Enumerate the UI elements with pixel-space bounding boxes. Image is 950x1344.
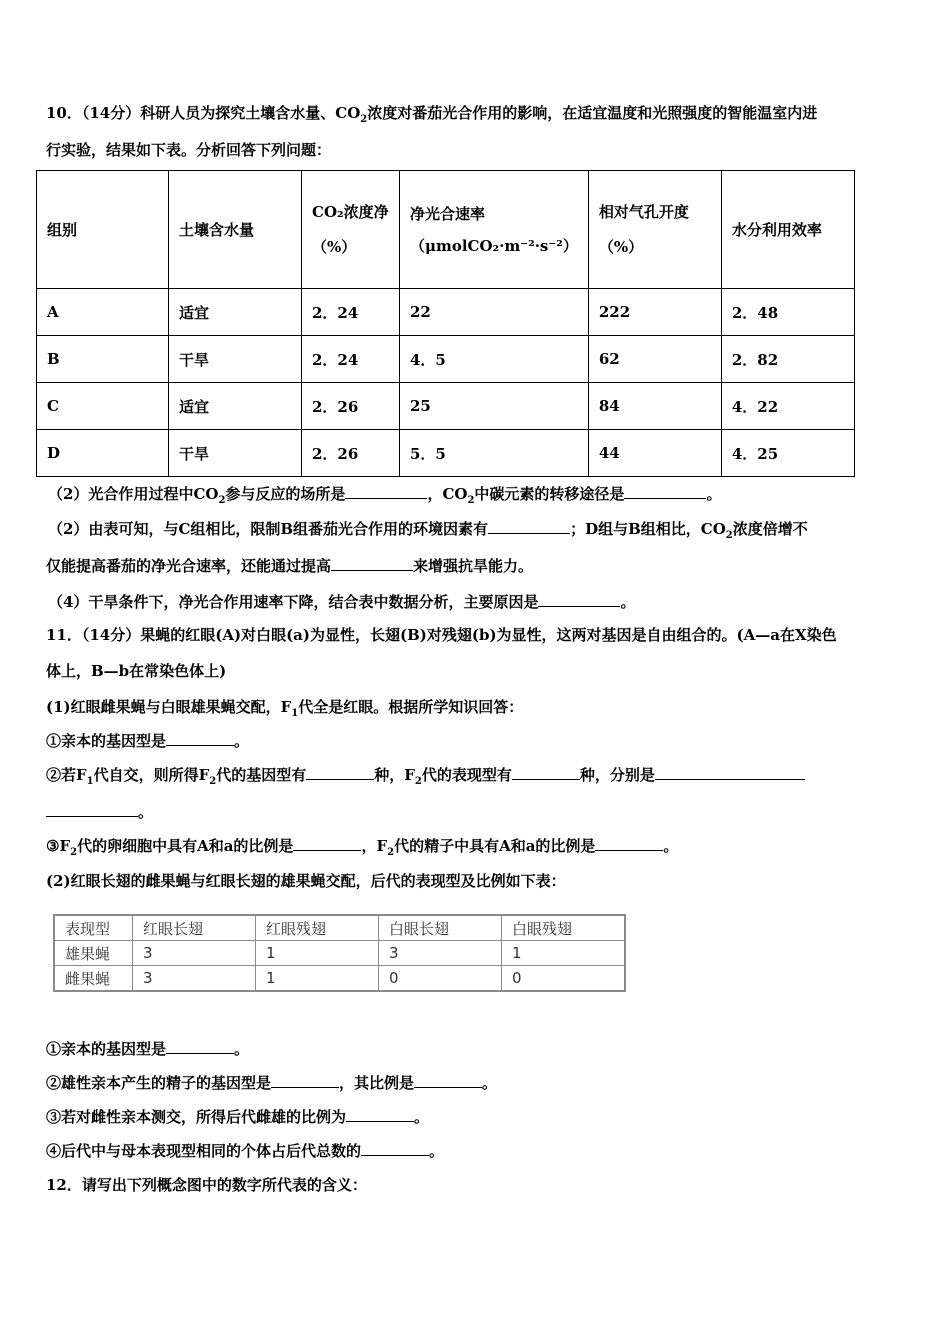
answer-blank[interactable]: [345, 498, 427, 499]
q11-line1: 11．（14分）果蝇的红眼(A)对白眼(a)为显性，长翅(B)对残翅(b)为显性，这两对基因是自由组合的。(A—a在X染色: [46, 626, 837, 644]
sub2: 2: [360, 114, 368, 125]
cell: 222: [588, 289, 721, 336]
table-header-row: [54, 915, 625, 941]
answer-blank[interactable]: [306, 779, 374, 780]
text: ，CO: [427, 485, 468, 503]
answer-blank[interactable]: [361, 1155, 429, 1156]
text: 。: [234, 1040, 250, 1058]
th-co2: CO₂浓度净（%）: [302, 171, 400, 289]
cell: 3: [133, 941, 256, 966]
answer-blank[interactable]: [624, 498, 706, 499]
text: 参与反应的场所是: [225, 485, 346, 503]
th-soil: 土壤含水量: [169, 171, 302, 289]
q11-line2: 体上，B—b在常染色体上): [46, 662, 227, 680]
cell: 1: [256, 966, 379, 992]
text: （2）由表可知，与C组相比，限制B组番茄光合作用的环境因素有: [48, 520, 489, 538]
text: 。: [414, 1108, 430, 1126]
q10-line2: 行实验，结果如下表。分析回答下列问题：: [46, 141, 332, 159]
q11-a3: [46, 835, 678, 858]
q10-sub3: [46, 555, 533, 576]
q10-sub4: [48, 591, 635, 612]
text: 中碳元素的转移途径是: [474, 485, 625, 503]
answer-blank[interactable]: [46, 816, 138, 817]
text: 。: [138, 803, 154, 821]
cell: 3: [133, 966, 256, 992]
cell: 白眼长翅: [379, 915, 502, 941]
table-row: [37, 336, 855, 383]
answer-blank[interactable]: [166, 1053, 234, 1054]
text: 。: [429, 1142, 445, 1160]
text: 种，F: [374, 766, 415, 784]
answer-blank[interactable]: [346, 1121, 414, 1122]
cell: 44: [588, 430, 721, 477]
cell: 干旱: [169, 336, 302, 383]
text: 代自交，则所得F: [93, 766, 210, 784]
q11-b4: [46, 1140, 444, 1161]
q11-table: [53, 914, 626, 992]
text: 。: [663, 837, 679, 855]
text: 代的基因型有: [216, 766, 307, 784]
q11-p2: (2)红眼长翅的雌果蝇与红眼长翅的雄果蝇交配，后代的表现型及比例如下表：: [46, 872, 566, 890]
cell: 2．48: [721, 289, 854, 336]
q10-table: [36, 170, 855, 477]
answer-blank[interactable]: [512, 779, 580, 780]
cell: C: [37, 383, 169, 430]
cell: D: [37, 430, 169, 477]
cell: 25: [400, 383, 589, 430]
cell: 表现型: [54, 915, 133, 941]
cell: 干旱: [169, 430, 302, 477]
cell: 2．24: [302, 289, 400, 336]
cell: 1: [256, 941, 379, 966]
cell: 22: [400, 289, 589, 336]
q12-line1: 12．请写出下列概念图中的数字所代表的含义：: [46, 1176, 367, 1194]
cell: 5．5: [400, 430, 589, 477]
q10-line1: [46, 102, 817, 125]
table-row: [37, 430, 855, 477]
cell: 红眼长翅: [133, 915, 256, 941]
sub2: 2: [725, 530, 733, 541]
text: 代的卵细胞中具有A和a的比例是: [77, 837, 294, 855]
cell: 适宜: [169, 289, 302, 336]
answer-blank[interactable]: [166, 745, 234, 746]
q11-a2-cont: [46, 801, 153, 822]
text: 代全是红眼。根据所学知识回答：: [298, 698, 524, 716]
text: ②若F: [46, 766, 87, 784]
q11-a1: [46, 730, 249, 751]
text: ③F: [46, 837, 71, 855]
answer-blank[interactable]: [271, 1087, 339, 1088]
answer-blank[interactable]: [293, 850, 361, 851]
q10-text-a: 10．（14分）科研人员为探究土壤含水量、CO: [46, 104, 361, 122]
answer-blank[interactable]: [595, 850, 663, 851]
q10-sub2: [48, 518, 808, 541]
cell: 雄果蝇: [54, 941, 133, 966]
q11-b2: [46, 1072, 497, 1093]
cell: 84: [588, 383, 721, 430]
q11-a2: [46, 764, 805, 787]
cell: 1: [502, 941, 626, 966]
cell: 2．24: [302, 336, 400, 383]
cell: 0: [502, 966, 626, 992]
q11-b3: [46, 1106, 429, 1127]
text: （4）干旱条件下，净光合作用速率下降，结合表中数据分析，主要原因是: [48, 593, 539, 611]
cell: 4．5: [400, 336, 589, 383]
text: ①亲本的基因型是: [46, 732, 167, 750]
cell: 适宜: [169, 383, 302, 430]
th-group: 组别: [37, 171, 169, 289]
text: ；D组与B组相比，CO: [570, 520, 726, 538]
cell: 2．82: [721, 336, 854, 383]
cell: 4．25: [721, 430, 854, 477]
cell: B: [37, 336, 169, 383]
text: ④后代中与母本表现型相同的个体占后代总数的: [46, 1142, 362, 1160]
text: 来增强抗旱能力。: [413, 557, 534, 575]
table-header-row: [37, 171, 855, 289]
sub2: 2: [70, 847, 78, 858]
answer-blank[interactable]: [538, 606, 620, 607]
sub2: 2: [414, 776, 422, 787]
sub2: 2: [209, 776, 217, 787]
sub1: 1: [291, 708, 299, 719]
cell: 白眼残翅: [502, 915, 626, 941]
table-row: [54, 966, 625, 992]
text: 代的表现型有: [421, 766, 512, 784]
cell: 2．26: [302, 383, 400, 430]
text: ②雄性亲本产生的精子的基因型是: [46, 1074, 272, 1092]
text: 种，分别是: [579, 766, 655, 784]
table-row: [37, 383, 855, 430]
text: （2）光合作用过程中CO: [48, 485, 219, 503]
answer-blank[interactable]: [331, 570, 413, 571]
sub2: 2: [467, 495, 475, 506]
cell: 62: [588, 336, 721, 383]
text: ，其比例是: [339, 1074, 415, 1092]
sub2: 2: [218, 495, 226, 506]
text: 。: [482, 1074, 498, 1092]
text: (1)红眼雌果蝇与白眼雄果蝇交配，F: [46, 698, 292, 716]
table-row: [37, 289, 855, 336]
text: 。: [706, 485, 722, 503]
q11-p1: [46, 696, 523, 719]
cell: 0: [379, 966, 502, 992]
cell: 红眼残翅: [256, 915, 379, 941]
sub2: 2: [387, 847, 395, 858]
answer-blank[interactable]: [414, 1087, 482, 1088]
cell: A: [37, 289, 169, 336]
th-rate: 净光合速率（μmolCO₂·m⁻²·s⁻²）: [400, 171, 589, 289]
cell: 雌果蝇: [54, 966, 133, 992]
text: 。: [234, 732, 250, 750]
text: ，F: [361, 837, 388, 855]
answer-blank[interactable]: [655, 779, 805, 780]
q11-b1: [46, 1038, 249, 1059]
text: 仅能提高番茄的净光合速率，还能通过提高: [46, 557, 332, 575]
answer-blank[interactable]: [488, 533, 570, 534]
th-wue: 水分利用效率: [721, 171, 854, 289]
sub1: 1: [86, 776, 94, 787]
q10-sub1: [48, 483, 721, 506]
text: ③若对雌性亲本测交，所得后代雌雄的比例为: [46, 1108, 347, 1126]
cell: 2．26: [302, 430, 400, 477]
text: 代的精子中具有A和a的比例是: [394, 837, 596, 855]
q10-text-b: 浓度对番茄光合作用的影响，在适宜温度和光照强度的智能温室内进: [367, 104, 818, 122]
text: ①亲本的基因型是: [46, 1040, 167, 1058]
cell: 3: [379, 941, 502, 966]
text: 。: [620, 593, 636, 611]
text: 浓度倍增不: [732, 520, 808, 538]
cell: 4．22: [721, 383, 854, 430]
th-stomata: 相对气孔开度（%）: [588, 171, 721, 289]
table-row: [54, 941, 625, 966]
